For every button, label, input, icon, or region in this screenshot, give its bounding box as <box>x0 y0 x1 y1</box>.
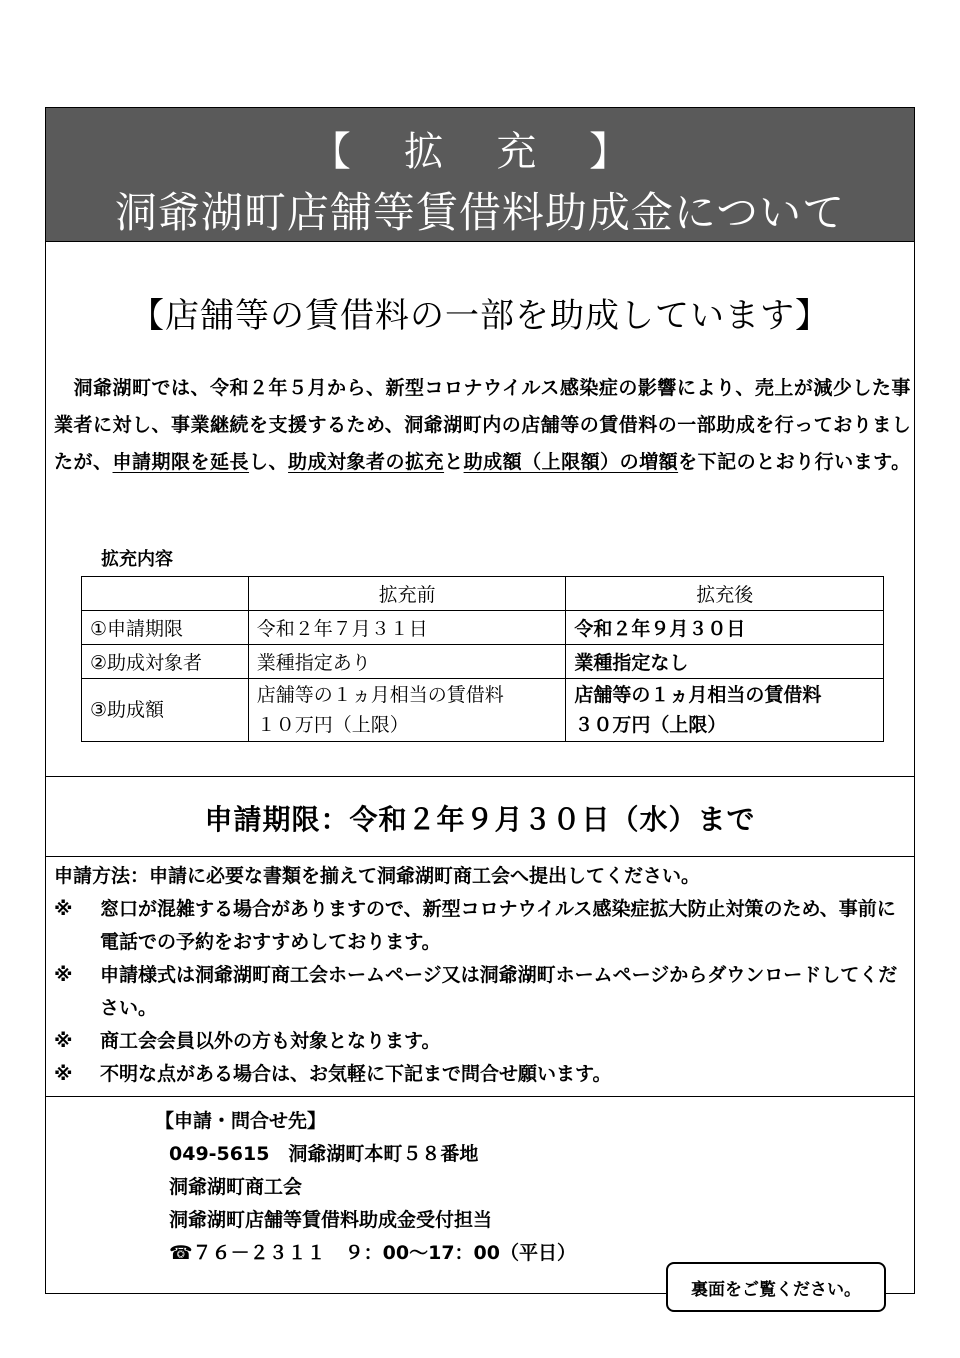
note-item <box>54 1058 914 1091</box>
row-before-line1: 店舗等の１ヵ月相当の賃借料 <box>256 684 504 706</box>
table-row <box>82 645 884 679</box>
row-item: ②助成対象者 <box>82 645 249 679</box>
deadline-heading: 申請期限：令和２年９月３０日（水）まで <box>204 803 756 836</box>
contact-phone: ☎７６－２３１１ ９：00～17：00（平日） <box>169 1242 576 1264</box>
expansion-table <box>81 576 884 742</box>
table-header-row <box>82 577 884 611</box>
note-mark: ※ <box>54 964 73 986</box>
notice-frame <box>45 107 915 1294</box>
row-after-line1: 店舗等の１ヵ月相当の賃借料 <box>574 684 822 706</box>
contact-address: 049-5615 洞爺湖町本町５８番地 <box>169 1143 479 1165</box>
row-item: ①申請期限 <box>82 611 249 645</box>
intro-underline-amount: 助成額（上限額）の増額 <box>463 451 679 473</box>
note-item <box>54 1025 914 1058</box>
banner-expansion-label: 【 拡 充 】 <box>310 129 650 175</box>
header-after: 拡充後 <box>566 577 884 611</box>
intro-text-4: を下記のとおり行います。 <box>678 451 911 473</box>
table-row <box>82 679 884 742</box>
row-after-line2: ３０万円（上限） <box>574 714 727 736</box>
intro-text-2: し、 <box>249 451 289 473</box>
row-before: 業種指定あり <box>248 645 566 679</box>
header-before: 拡充前 <box>248 577 566 611</box>
note-text: 申請様式は洞爺湖町商工会ホームページ又は洞爺湖町ホームページからダウンロードしてください。 <box>100 964 898 1019</box>
application-method <box>54 860 914 1091</box>
intro-underline-eligibility: 助成対象者の拡充 <box>288 451 445 473</box>
row-before-line2: １０万円（上限） <box>256 714 409 736</box>
note-text: 窓口が混雑する場合がありますので、新型コロナウイルス感染症拡大防止対策のため、事前に電話での予約をおすすめしております。 <box>100 898 896 953</box>
note-mark: ※ <box>54 898 73 920</box>
see-reverse-note: 裏面をご覧ください。 <box>666 1262 886 1312</box>
method-text: 申請方法：申請に必要な書類を揃えて洞爺湖町商工会へ提出してください。 <box>54 865 701 887</box>
row-after: 令和２年９月３０日 <box>566 611 884 645</box>
banner-title: 洞爺湖町店舗等賃借料助成金について <box>114 188 846 237</box>
contact-heading: 【申請・問合せ先】 <box>155 1110 327 1132</box>
intro-underline-extension: 申請期限を延長 <box>112 451 250 473</box>
contact-info <box>155 1105 576 1270</box>
note-text: 不明な点がある場合は、お気軽に下記まで問合せ願います。 <box>100 1063 612 1085</box>
section-divider <box>46 776 914 777</box>
note-item <box>54 959 914 1025</box>
note-text: 商工会会員以外の方も対象となります。 <box>100 1030 441 1052</box>
note-mark: ※ <box>54 1030 73 1052</box>
row-before <box>248 679 566 742</box>
row-item: ③助成額 <box>82 679 249 742</box>
table-caption: 拡充内容 <box>101 549 173 570</box>
table-row <box>82 611 884 645</box>
row-after <box>566 679 884 742</box>
intro-text-1: 洞爺湖町では、令和２年５月から、新型コロナウイルス感染症の影響により、売上が減少した事業者に対し、事業継続を支援するため、洞爺湖町内の店舗等の賃借料の一部助成を行っておりましたが、 <box>54 377 912 473</box>
title-banner <box>46 108 914 242</box>
contact-org: 洞爺湖町商工会 <box>169 1176 303 1198</box>
header-item <box>82 577 249 611</box>
intro-paragraph <box>54 370 912 481</box>
row-after: 業種指定なし <box>566 645 884 679</box>
note-mark: ※ <box>54 1063 73 1085</box>
contact-dept: 洞爺湖町店舗等賃借料助成金受付担当 <box>169 1209 493 1231</box>
intro-text-3: と <box>444 451 464 473</box>
subtitle: 【店舗等の賃借料の一部を助成しています】 <box>130 296 830 336</box>
section-divider <box>46 856 914 857</box>
row-before: 令和２年７月３１日 <box>248 611 566 645</box>
note-item <box>54 893 914 959</box>
